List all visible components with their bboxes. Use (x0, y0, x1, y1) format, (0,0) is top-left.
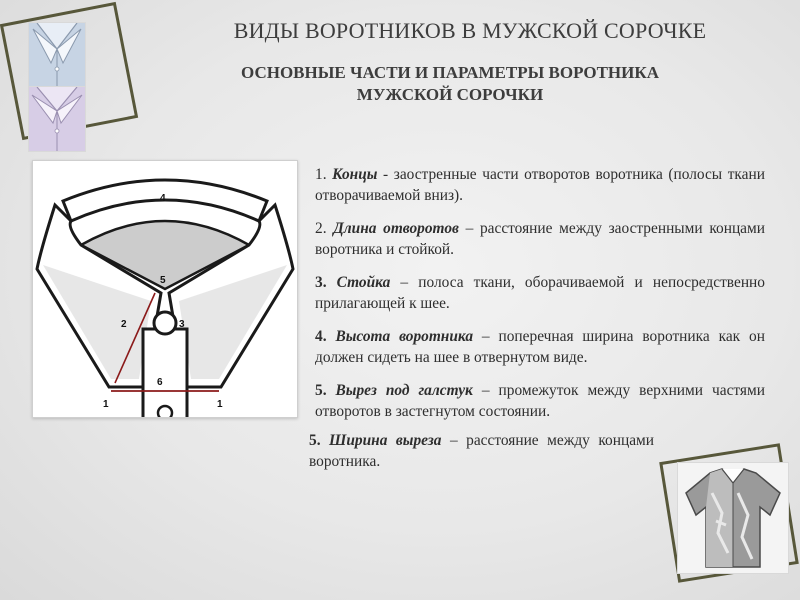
label-4: 4 (160, 193, 166, 204)
placket-button (158, 406, 172, 417)
list-item: 4. Высота воротника – поперечная ширина воротника как он должен сидеть на шее в отвернутом виде. (315, 328, 765, 366)
collar-diagram (32, 160, 298, 418)
list-item: 5. Вырез под галстук – промежуток между верхними частями отворотов в застегнутом состоянии. (315, 382, 765, 420)
list-item: 1. Концы - заостренные части отворотов воротника (полосы ткани отворачиваемой вниз). (315, 166, 765, 204)
page-subtitle (170, 62, 730, 106)
collar-button (154, 312, 176, 334)
label-1-right: 1 (217, 399, 223, 410)
label-5: 5 (160, 275, 166, 286)
list-item: 3. Стойка – полоса ткани, оборачиваемой и непосредственно прилагающей к шее. (315, 274, 765, 312)
page-title: ВИДЫ ВОРОТНИКОВ В МУЖСКОЙ СОРОЧКЕ (233, 18, 707, 43)
label-3: 3 (179, 319, 185, 330)
label-1-left: 1 (103, 399, 109, 410)
blue-collar-shirt-icon (28, 22, 86, 88)
subtitle-line-1: ОСНОВНЫЕ ЧАСТИ И ПАРАМЕТРЫ ВОРОТНИКА (241, 63, 659, 82)
list-item: 2. Длина отворотов – расстояние между заостренными концами воротника и стойкой. (315, 220, 765, 258)
placket-shape (143, 329, 187, 417)
printed-shirt-icon (677, 462, 789, 574)
violet-collar-shirt-icon (28, 86, 86, 152)
list-item: 5. Ширина выреза – расстояние между концами воротника. (309, 432, 654, 470)
label-6: 6 (157, 377, 163, 388)
collar-parts-list (305, 164, 765, 484)
subtitle-line-2: МУЖСКОЙ СОРОЧКИ (356, 85, 544, 104)
label-2: 2 (121, 319, 127, 330)
